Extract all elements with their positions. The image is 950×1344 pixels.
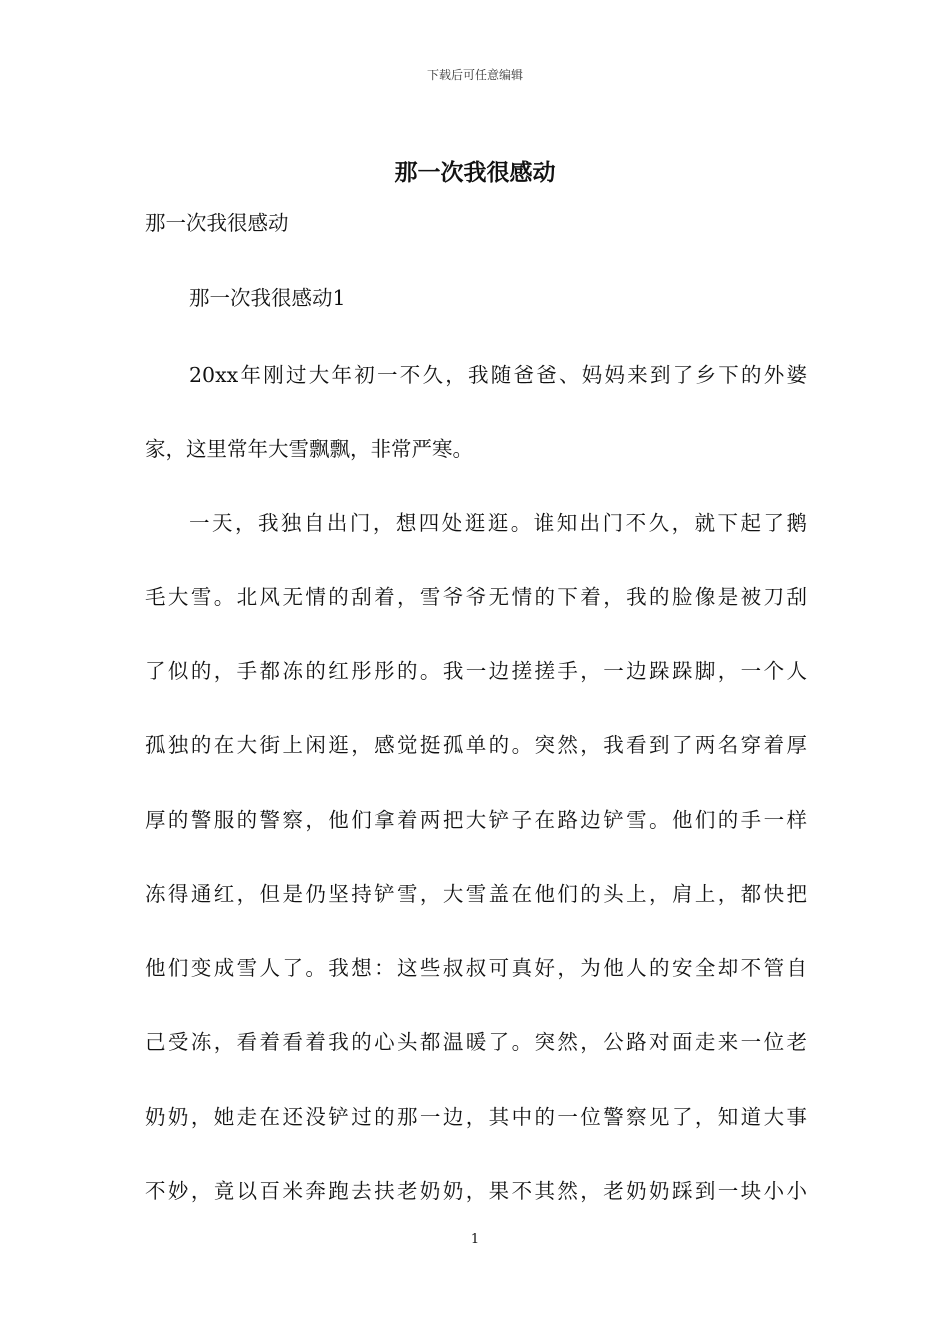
paragraph-line: 孤独的在大街上闲逛，感觉挺孤单的。突然，我看到了两名穿着厚 (145, 733, 807, 757)
paragraph-line: 家，这里常年大雪飘飘，非常严寒。 (145, 437, 473, 461)
document-title: 那一次我很感动 (394, 159, 556, 186)
paragraph-line: 20xx年刚过大年初一不久，我随爸爸、妈妈来到了乡下的外婆 (189, 363, 807, 387)
paragraph-line: 冻得通红，但是仍坚持铲雪，大雪盖在他们的头上，肩上，都快把 (145, 882, 807, 906)
subtitle-line: 那一次我很感动 (145, 211, 289, 235)
paragraph-line: 他们变成雪人了。我想：这些叔叔可真好，为他人的安全却不管自 (145, 956, 807, 980)
section-heading: 那一次我很感动1 (189, 286, 346, 310)
paragraph-line: 己受冻，看着看着我的心头都温暖了。突然，公路对面走来一位老 (145, 1030, 807, 1054)
paragraph-line: 了似的，手都冻的红彤彤的。我一边搓搓手，一边跺跺脚，一个人 (145, 659, 807, 683)
paragraph-line: 一天，我独自出门，想四处逛逛。谁知出门不久，就下起了鹅 (189, 511, 807, 535)
paragraph-line: 毛大雪。北风无情的刮着，雪爷爷无情的下着，我的脸像是被刀刮 (145, 585, 807, 609)
paragraph-line: 厚的警服的警察，他们拿着两把大铲子在路边铲雪。他们的手一样 (145, 808, 807, 832)
paragraph-line: 不妙，竟以百米奔跑去扶老奶奶，果不其然，老奶奶踩到一块小小 (145, 1179, 807, 1203)
page-number: 1 (470, 1232, 480, 1247)
paragraph-line: 奶奶，她走在还没铲过的那一边，其中的一位警察见了，知道大事 (145, 1105, 807, 1129)
page-header: 下载后可任意编辑 (426, 68, 523, 82)
